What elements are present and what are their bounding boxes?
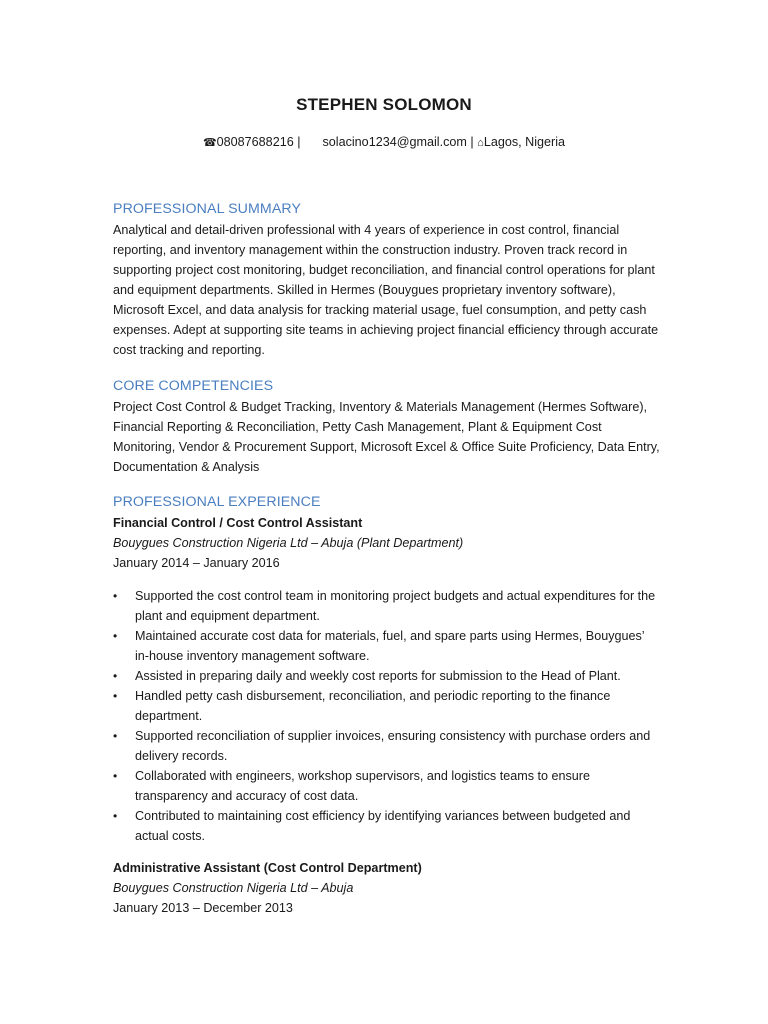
bullet-text: Contributed to maintaining cost efficiency by identifying variances between budgeted and actual costs. [135,809,631,843]
bullet-icon: • [113,629,118,643]
summary-text: Analytical and detail-driven professional with 4 years of experience in cost control, financial reporting, and inventory management within the construction industry. Proven track record in supporting project cost monitoring, budget reconciliation, and financial control operations for plant and equipment departments. Skilled in Hermes (Bouygues proprietary inventory software), Microsoft Excel, and data analysis for tracking material usage, fuel consumption, and petty cash expenses. Adept at supporting site teams in achieving project financial efficiency through accurate cost tracking and reporting. [113,223,659,357]
bullet-text: Handled petty cash disbursement, reconciliation, and periodic reporting to the finance department. [135,689,611,723]
bullet-icon: • [113,769,118,783]
list-item [113,806,661,846]
experience-section [113,494,661,918]
job-company: Bouygues Construction Nigeria Ltd – Abuja [113,881,354,895]
experience-heading: PROFESSIONAL EXPERIENCE [113,494,321,510]
list-item [113,686,661,726]
summary-section [113,201,661,360]
candidate-name: STEPHEN SOLOMON [296,95,472,114]
job-bullet-list [113,586,661,846]
job-title: Financial Control / Cost Control Assistant [113,516,363,530]
phone-number[interactable]: 08087688216 | [216,135,301,149]
bullet-text: Supported the cost control team in monitoring project budgets and actual expenditures for the plant and equipment department. [135,589,656,623]
job-dates: January 2014 – January 2016 [113,556,280,570]
bullet-text: Collaborated with engineers, workshop supervisors, and logistics teams to ensure transparency and accuracy of cost data. [135,769,591,803]
location: Lagos, Nigeria [483,135,566,149]
phone-icon: ☎ [202,137,217,149]
bullet-icon: • [113,729,118,743]
job-dates: January 2013 – December 2013 [113,901,293,915]
bullet-text: Maintained accurate cost data for materials, fuel, and spare parts using Hermes, Bouygues’ in-house inventory management software. [135,629,645,663]
list-item [113,626,661,666]
location-icon: ⌂ [477,137,484,149]
list-item [113,586,661,626]
list-item [113,666,661,686]
competencies-section [113,378,661,477]
job-entry [113,513,661,846]
list-item [113,726,661,766]
list-item [113,766,661,806]
contact-line [0,135,768,149]
bullet-icon: • [113,689,118,703]
email-address[interactable]: solacino1234@gmail.com | [322,135,474,149]
summary-heading: PROFESSIONAL SUMMARY [113,201,302,217]
bullet-icon: • [113,809,118,823]
competencies-text: Project Cost Control & Budget Tracking, Inventory & Materials Management (Hermes Software), Financial Reporting & Reconciliation, Petty Cash Management, Plant & Equipment Cost Monitoring, Vendor & Procurement Support, Microsoft Excel & Office Suite Proficiency, Data Entry, Documentation & Analysis [113,400,660,474]
bullet-icon: • [113,669,118,683]
job-entry [113,858,661,918]
bullet-text: Assisted in preparing daily and weekly cost reports for submission to the Head of Plant. [135,669,621,683]
job-title: Administrative Assistant (Cost Control Department) [113,861,422,875]
bullet-text: Supported reconciliation of supplier invoices, ensuring consistency with purchase orders and delivery records. [135,729,651,763]
bullet-icon: • [113,589,118,603]
job-company: Bouygues Construction Nigeria Ltd – Abuja (Plant Department) [113,536,464,550]
competencies-heading: CORE COMPETENCIES [113,378,274,394]
